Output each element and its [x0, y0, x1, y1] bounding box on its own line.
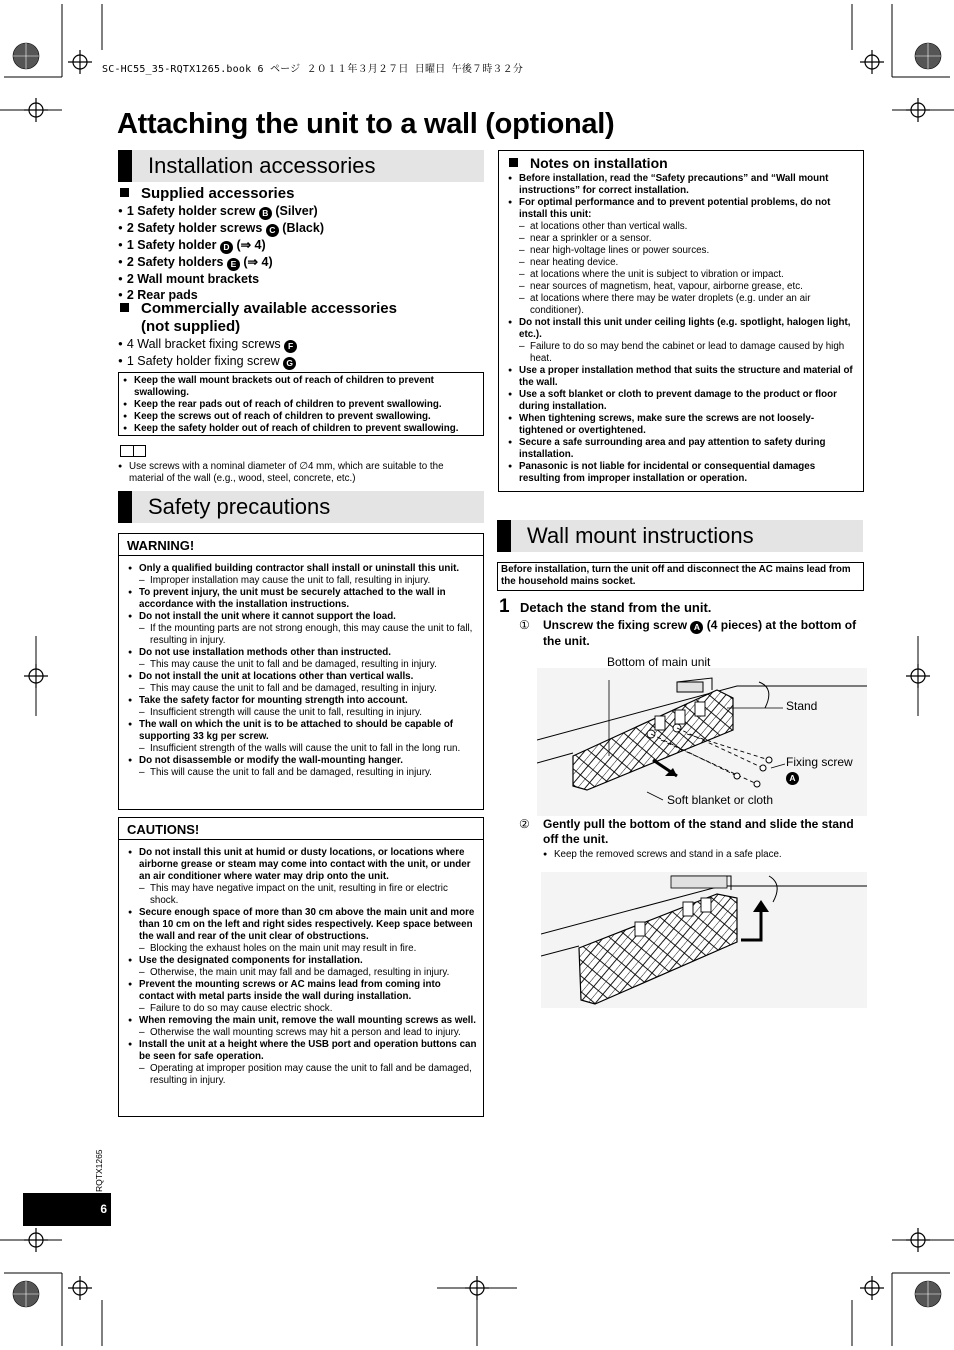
list-item: – near a sprinkler or a sensor. — [508, 233, 858, 245]
list-item: – This may have negative impact on the unit, resulting in fire or electric shock. — [128, 883, 478, 907]
list-item: – If the mounting parts are not strong enough, this may cause the unit to fall, resulting in injury. — [128, 623, 478, 647]
stand-slide-illustration — [541, 872, 867, 1008]
list-item: ● To prevent injury, the unit must be securely attached to the wall in accordance with the installation instructions. — [128, 587, 478, 611]
list-item: ● For optimal performance and to prevent potential problems, do not install this unit: — [508, 197, 858, 221]
list-item: ● Install the unit at a height where the USB port and operation buttons can be seen for safe operation. — [128, 1039, 478, 1063]
list-item: ● Prevent the mounting screws or AC mains lead from coming into contact with metal parts inside the wall during installation. — [128, 979, 478, 1003]
list-item: ● Keep the rear pads out of reach of children to prevent swallowing. — [123, 399, 479, 411]
supplied-accessories-heading: Supplied accessories — [120, 185, 294, 203]
list-item: ● Secure a safe surrounding area and pay attention to safety during installation. — [508, 437, 858, 461]
list-item: ● Use a proper installation method that suits the structure and material of the wall. — [508, 365, 858, 389]
list-item: ● 4 Wall bracket fixing screws F — [118, 336, 297, 353]
list-item: ● Before installation, read the “Safety precautions” and “Wall mount instructions” for correct installation. — [508, 173, 858, 197]
list-item: ● Panasonic is not liable for incidental or consequential damages resulting from improper installation or operation. — [508, 461, 858, 485]
list-item: – This may cause the unit to fall and be damaged, resulting in injury. — [128, 659, 478, 671]
notes-list — [508, 173, 858, 485]
square-bullet-icon — [120, 188, 129, 197]
letter-a-icon: A — [690, 621, 703, 634]
list-item: – near heating device. — [508, 257, 858, 269]
letter-f-icon: F — [284, 340, 297, 353]
list-item: ● 1 Safety holder fixing screw G — [118, 353, 297, 370]
list-item: – at locations where the unit is subject to vibration or impact. — [508, 269, 858, 281]
list-item: – Blocking the exhaust holes on the main unit may result in fire. — [128, 943, 478, 955]
list-item: ● Keep the screws out of reach of children to prevent swallowing. — [123, 411, 479, 423]
list-item: – at locations other than vertical walls. — [508, 221, 858, 233]
list-item: ● When tightening screws, make sure the screws are not loosely-tightened or overtightened. — [508, 413, 858, 437]
label-fixing-screw: Fixing screw A — [786, 755, 853, 783]
supplied-accessories-list — [118, 203, 324, 303]
page-number: 6 — [23, 1193, 111, 1226]
letter-g-icon: G — [283, 357, 296, 370]
list-item: ● Do not install the unit at locations other than vertical walls. — [128, 671, 478, 683]
label-stand: Stand — [786, 699, 818, 713]
list-item: ● 2 Rear pads — [118, 287, 324, 303]
list-item: – This may cause the unit to fall and be damaged, resulting in injury. — [128, 683, 478, 695]
safety-precautions-heading: Safety precautions — [118, 491, 484, 523]
keep-screws-note: ● Keep the removed screws and stand in a safe place. — [543, 849, 863, 861]
screw-size-note: ● Use screws with a nominal diameter of ∅4 mm, which are suitable to the material of the wall (e.g., wood, steel, concrete, etc.) — [118, 461, 478, 485]
list-item: – Failure to do so may cause electric shock. — [128, 1003, 478, 1015]
list-item: ● When removing the main unit, remove the wall mounting screws as well. — [128, 1015, 478, 1027]
list-item: ● 2 Safety holders E (⇒ 4) — [118, 254, 324, 271]
list-item: ● Secure enough space of more than 30 cm above the main unit and more than 10 cm on the left and right sides respectively. Keep space between the wall and rear of the unit clear of obstructions. — [128, 907, 478, 943]
warning-box — [118, 533, 484, 810]
warning-title: WARNING! — [119, 534, 483, 556]
warning-list — [128, 563, 478, 779]
list-item: ● Do not disassemble or modify the wall-mounting hanger. — [128, 755, 478, 767]
list-item: ● The wall on which the unit is to be attached to should be capable of supporting 33 kg per screw. — [128, 719, 478, 743]
list-item: ● Use the designated components for installation. — [128, 955, 478, 967]
cautions-list — [128, 847, 478, 1087]
heading-bar — [118, 150, 132, 182]
list-item: – Otherwise the wall mounting screws may hit a person and lead to injury. — [128, 1027, 478, 1039]
sub-step-1: ① Unscrew the fixing screw A (4 pieces) at the bottom of the unit. — [519, 618, 857, 648]
installation-accessories-heading: Installation accessories — [118, 150, 484, 182]
heading-bar — [118, 491, 132, 523]
cautions-title: CAUTIONS! — [119, 818, 483, 840]
list-item: – Otherwise, the main unit may fall and be damaged, resulting in injury. — [128, 967, 478, 979]
square-bullet-icon — [509, 158, 518, 167]
list-item: – Failure to do so may bend the cabinet or lead to damage caused by high heat. — [508, 341, 858, 365]
document-code: RQTX1265 — [94, 1149, 104, 1192]
list-item: ● Do not install this unit at humid or dusty locations, or locations where airborne grease or steam may come into contact with the unit, or under an air conditioner where water may drip onto the unit. — [128, 847, 478, 883]
sub-step-2: ② Gently pull the bottom of the stand and slide the stand off the unit. — [519, 817, 854, 846]
label-soft-blanket: Soft blanket or cloth — [667, 793, 774, 807]
commercial-accessories-list — [118, 336, 297, 370]
list-item: – at locations where there may be water droplets (e.g. under an air conditioner). — [508, 293, 858, 317]
notes-on-installation-box — [498, 150, 864, 492]
list-item: – near high-voltage lines or power sources. — [508, 245, 858, 257]
letter-d-icon: D — [220, 241, 233, 254]
wall-mount-instructions-heading: Wall mount instructions — [497, 520, 863, 552]
list-item: ● Keep the safety holder out of reach of children to prevent swallowing. — [123, 423, 479, 435]
list-item: – Improper installation may cause the unit to fall, resulting in injury. — [128, 575, 478, 587]
letter-c-icon: C — [266, 224, 279, 237]
list-item: ● Take the safety factor for mounting strength into account. — [128, 695, 478, 707]
list-item: ● 2 Safety holder screws C (Black) — [118, 220, 324, 237]
cautions-box — [118, 817, 484, 1117]
list-item: ● Keep the wall mount brackets out of reach of children to prevent swallowing. — [123, 375, 479, 399]
list-item: – Operating at improper position may cause the unit to fall and be damaged, resulting in injury. — [128, 1063, 478, 1087]
list-item: – This will cause the unit to fall and be damaged, resulting in injury. — [128, 767, 478, 779]
list-item: – Insufficient strength of the walls will cause the unit to fall in the long run. — [128, 743, 478, 755]
list-item: ● 1 Safety holder screw B (Silver) — [118, 203, 324, 220]
list-item: ● Only a qualified building contractor shall install or uninstall this unit. — [128, 563, 478, 575]
step-title: Detach the stand from the unit. — [520, 600, 712, 615]
list-item: ● 2 Wall mount brackets — [118, 271, 324, 287]
page-title: Attaching the unit to a wall (optional) — [117, 108, 615, 140]
commercial-accessories-heading: Commercially available accessories (not supplied) — [120, 300, 397, 336]
print-header-line: SC-HC55_35-RQTX1265.book 6 ページ ２０１１年３月２７日 日曜日 午後７時３２分 — [102, 64, 524, 75]
square-bullet-icon — [120, 303, 129, 312]
step-number: 1 — [499, 596, 510, 617]
letter-e-icon: E — [227, 258, 240, 271]
list-item: ● Do not install the unit where it cannot support the load. — [128, 611, 478, 623]
list-item: ● 1 Safety holder D (⇒ 4) — [118, 237, 324, 254]
list-item: – near sources of magnetism, heat, vapour, airborne grease, etc. — [508, 281, 858, 293]
letter-a-icon: A — [786, 772, 799, 785]
label-bottom-of-main-unit: Bottom of main unit — [607, 655, 711, 669]
letter-b-icon: B — [259, 207, 272, 220]
list-item: – Insufficient strength will cause the unit to fall, resulting in injury. — [128, 707, 478, 719]
list-item: ● Do not install this unit under ceiling lights (e.g. spotlight, halogen light, etc.). — [508, 317, 858, 341]
before-installation-note: Before installation, turn the unit off and disconnect the AC mains lead from the household mains socket. — [497, 562, 864, 591]
child-safety-warning-box — [118, 372, 484, 436]
list-item: ● Use a soft blanket or cloth to prevent damage to the product or floor during installation. — [508, 389, 858, 413]
notes-on-installation-heading: Notes on installation — [509, 154, 668, 172]
list-item: ● Do not use installation methods other than instructed. — [128, 647, 478, 659]
note-book-icon — [120, 445, 146, 457]
heading-bar — [497, 520, 511, 552]
